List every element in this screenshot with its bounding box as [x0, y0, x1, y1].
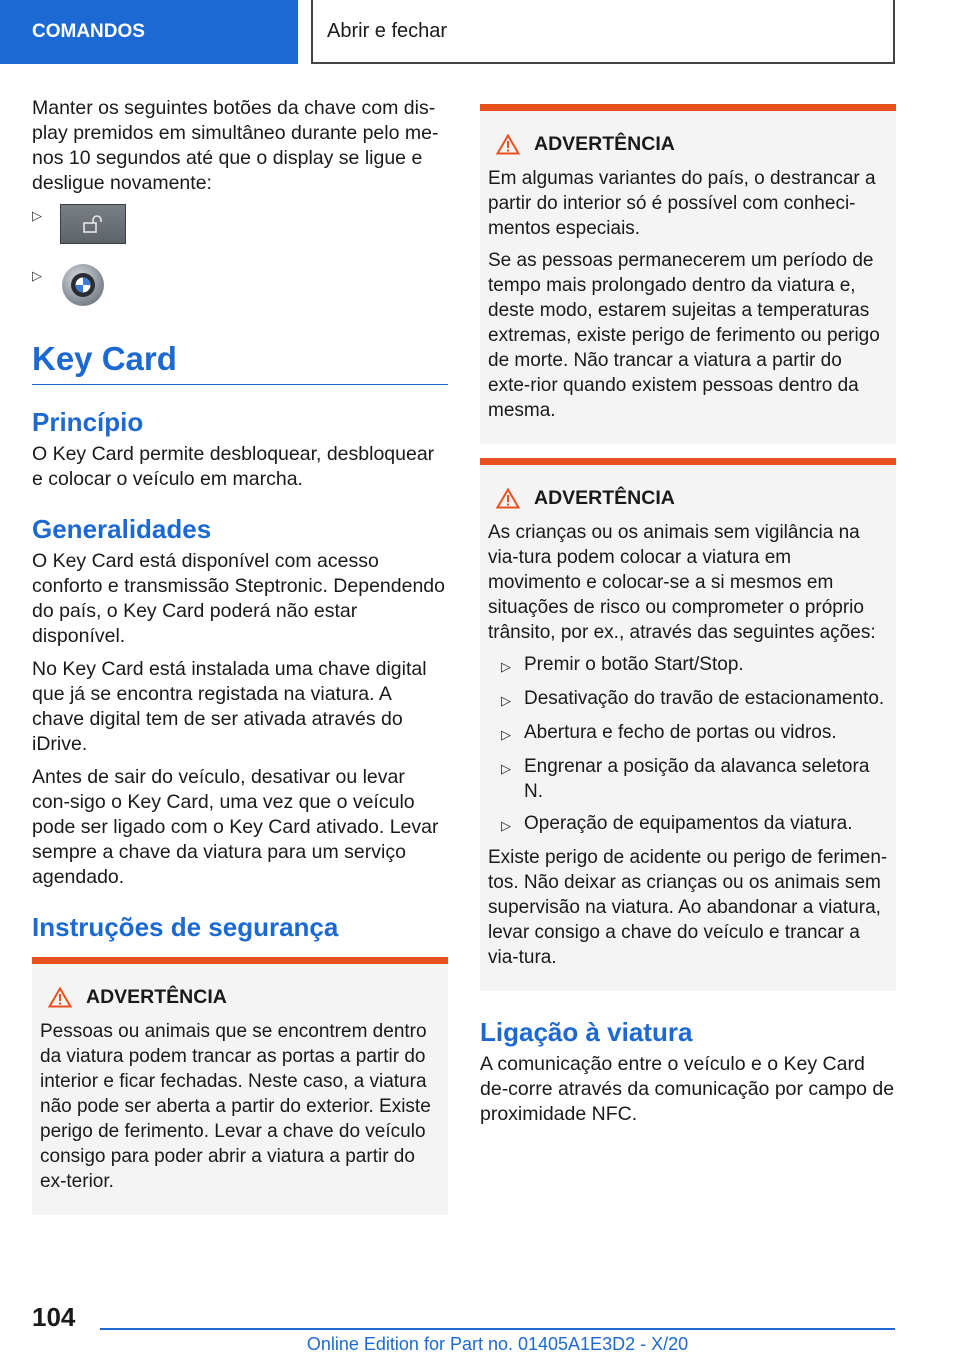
warning-header: [496, 133, 888, 156]
warning-label: ADVERTÊNCIA: [534, 133, 675, 155]
list-item: [488, 811, 888, 838]
warning-triangle-icon: [496, 134, 520, 155]
generalidades-paragraph: No Key Card está instalada uma chave digital que já se encontra registada na viatura. A chave digital tem de ser ativada através do iDrive.: [32, 658, 427, 755]
warning-box: [480, 104, 896, 444]
section-tab: COMANDOS: [0, 0, 298, 64]
warning-text: Pessoas ou animais que se encontrem dentro da viatura podem trancar as portas a partir do interior e ficar fechadas. Neste caso, a viatura não pode ser aberta a partir do exterior. Existe perigo de ferimento. Levar a chave do veículo consigo para poder abrir a viatura a partir do ex-terior.: [40, 1021, 431, 1192]
footer-edition: Online Edition for Part no. 01405A1E3D2 - X/20: [306, 1334, 689, 1354]
warning-text: As crianças ou os animais sem vigilância na via-tura podem colocar a viatura em movimento e colocar-se a si mesmos em situações de risco ou comprometer o próprio trânsito, por ex., através das seguintes ações:: [488, 522, 876, 643]
list-item: [488, 720, 888, 747]
heading-ligacao: Ligação à viatura: [480, 1017, 693, 1047]
triangle-bullet-icon: ▷: [501, 761, 511, 776]
warning-triangle-icon: [48, 987, 72, 1008]
warning-text: Se as pessoas permanecerem um período de tempo mais prolongado dentro da viatura e, deste modo, estarem sujeitas a temperaturas extremas, existe perigo de ferimento ou perigo de morte. Não trancar a viatura a partir do exte-rior quando existem pessoas dentro da mesma.: [488, 250, 880, 421]
warning-text: Existe perigo de acidente ou perigo de ferimen-tos. Não deixar as crianças ou os animais sem supervisão na viatura. Ao abandonar a viatura, levar consigo a chave do veículo e trancar a via-tura.: [488, 847, 888, 968]
warning-box: [480, 458, 896, 991]
list-item: [488, 652, 888, 679]
unlock-button-icon: [60, 204, 126, 244]
heading-generalidades: Generalidades: [32, 514, 212, 544]
warning-triangle-icon: [496, 488, 520, 509]
heading-principio: Princípio: [32, 407, 144, 437]
chapter-tab: Abrir e fechar: [311, 0, 895, 64]
right-column: [480, 104, 896, 1135]
warning-label: ADVERTÊNCIA: [534, 487, 675, 509]
warning-text: Em algumas variantes do país, o destrancar a partir do interior só é possível com conheci-mentos especiais.: [488, 168, 876, 239]
triangle-bullet-icon: ▷: [501, 693, 511, 708]
generalidades-paragraph: O Key Card está disponível com acesso conforto e transmissão Steptronic. Dependendo do país, o Key Card poderá não estar disponível.: [32, 550, 445, 647]
warning-box: [32, 957, 448, 1215]
triangle-bullet-icon: ▷: [501, 727, 511, 742]
intro-text: Manter os seguintes botões da chave com dis-play premidos em simultâneo durante pelo me-nos 10 segundos até que o display se ligue e desligue novamente:: [32, 97, 439, 194]
triangle-bullet-icon: ▷: [32, 208, 42, 223]
triangle-bullet-icon: ▷: [501, 659, 511, 674]
left-column: [32, 96, 448, 1215]
principio-text: O Key Card permite desbloquear, desbloquear e colocar o veículo em marcha.: [32, 443, 435, 490]
generalidades-paragraph: Antes de sair do veículo, desativar ou levar con-sigo o Key Card, uma vez que o veículo pode ser ligado com o Key Card ativado. Levar sempre a chave da viatura para um serviço agendado.: [32, 766, 439, 888]
warning-list: [488, 652, 888, 838]
list-item-text: Engrenar a posição da alavanca seletora N.: [524, 756, 870, 802]
heading-seguranca: Instruções de segurança: [32, 912, 339, 942]
warning-label: ADVERTÊNCIA: [86, 986, 227, 1008]
triangle-bullet-icon: ▷: [32, 268, 42, 283]
list-item-text: Premir o botão Start/Stop.: [524, 654, 744, 675]
triangle-bullet-icon: ▷: [501, 818, 511, 833]
page-title: Key Card: [32, 340, 448, 385]
page-number: 104: [32, 1302, 76, 1332]
ligacao-text: A comunicação entre o veículo e o Key Card de-corre através da comunicação por campo de proximidade NFC.: [480, 1053, 895, 1125]
warning-header: [496, 487, 888, 510]
list-item-text: Abertura e fecho de portas ou vidros.: [524, 722, 837, 743]
list-item: [488, 686, 888, 713]
footer-divider: [100, 1328, 895, 1330]
list-item-text: Operação de equipamentos da viatura.: [524, 813, 853, 834]
warning-header: [48, 986, 440, 1009]
bullet-unlock-button: [32, 204, 448, 258]
bullet-logo-button: [32, 264, 448, 318]
list-item-text: Desativação do travão de estacionamento.: [524, 688, 885, 709]
list-item: [488, 754, 888, 804]
bmw-logo-button-icon: [62, 264, 104, 306]
